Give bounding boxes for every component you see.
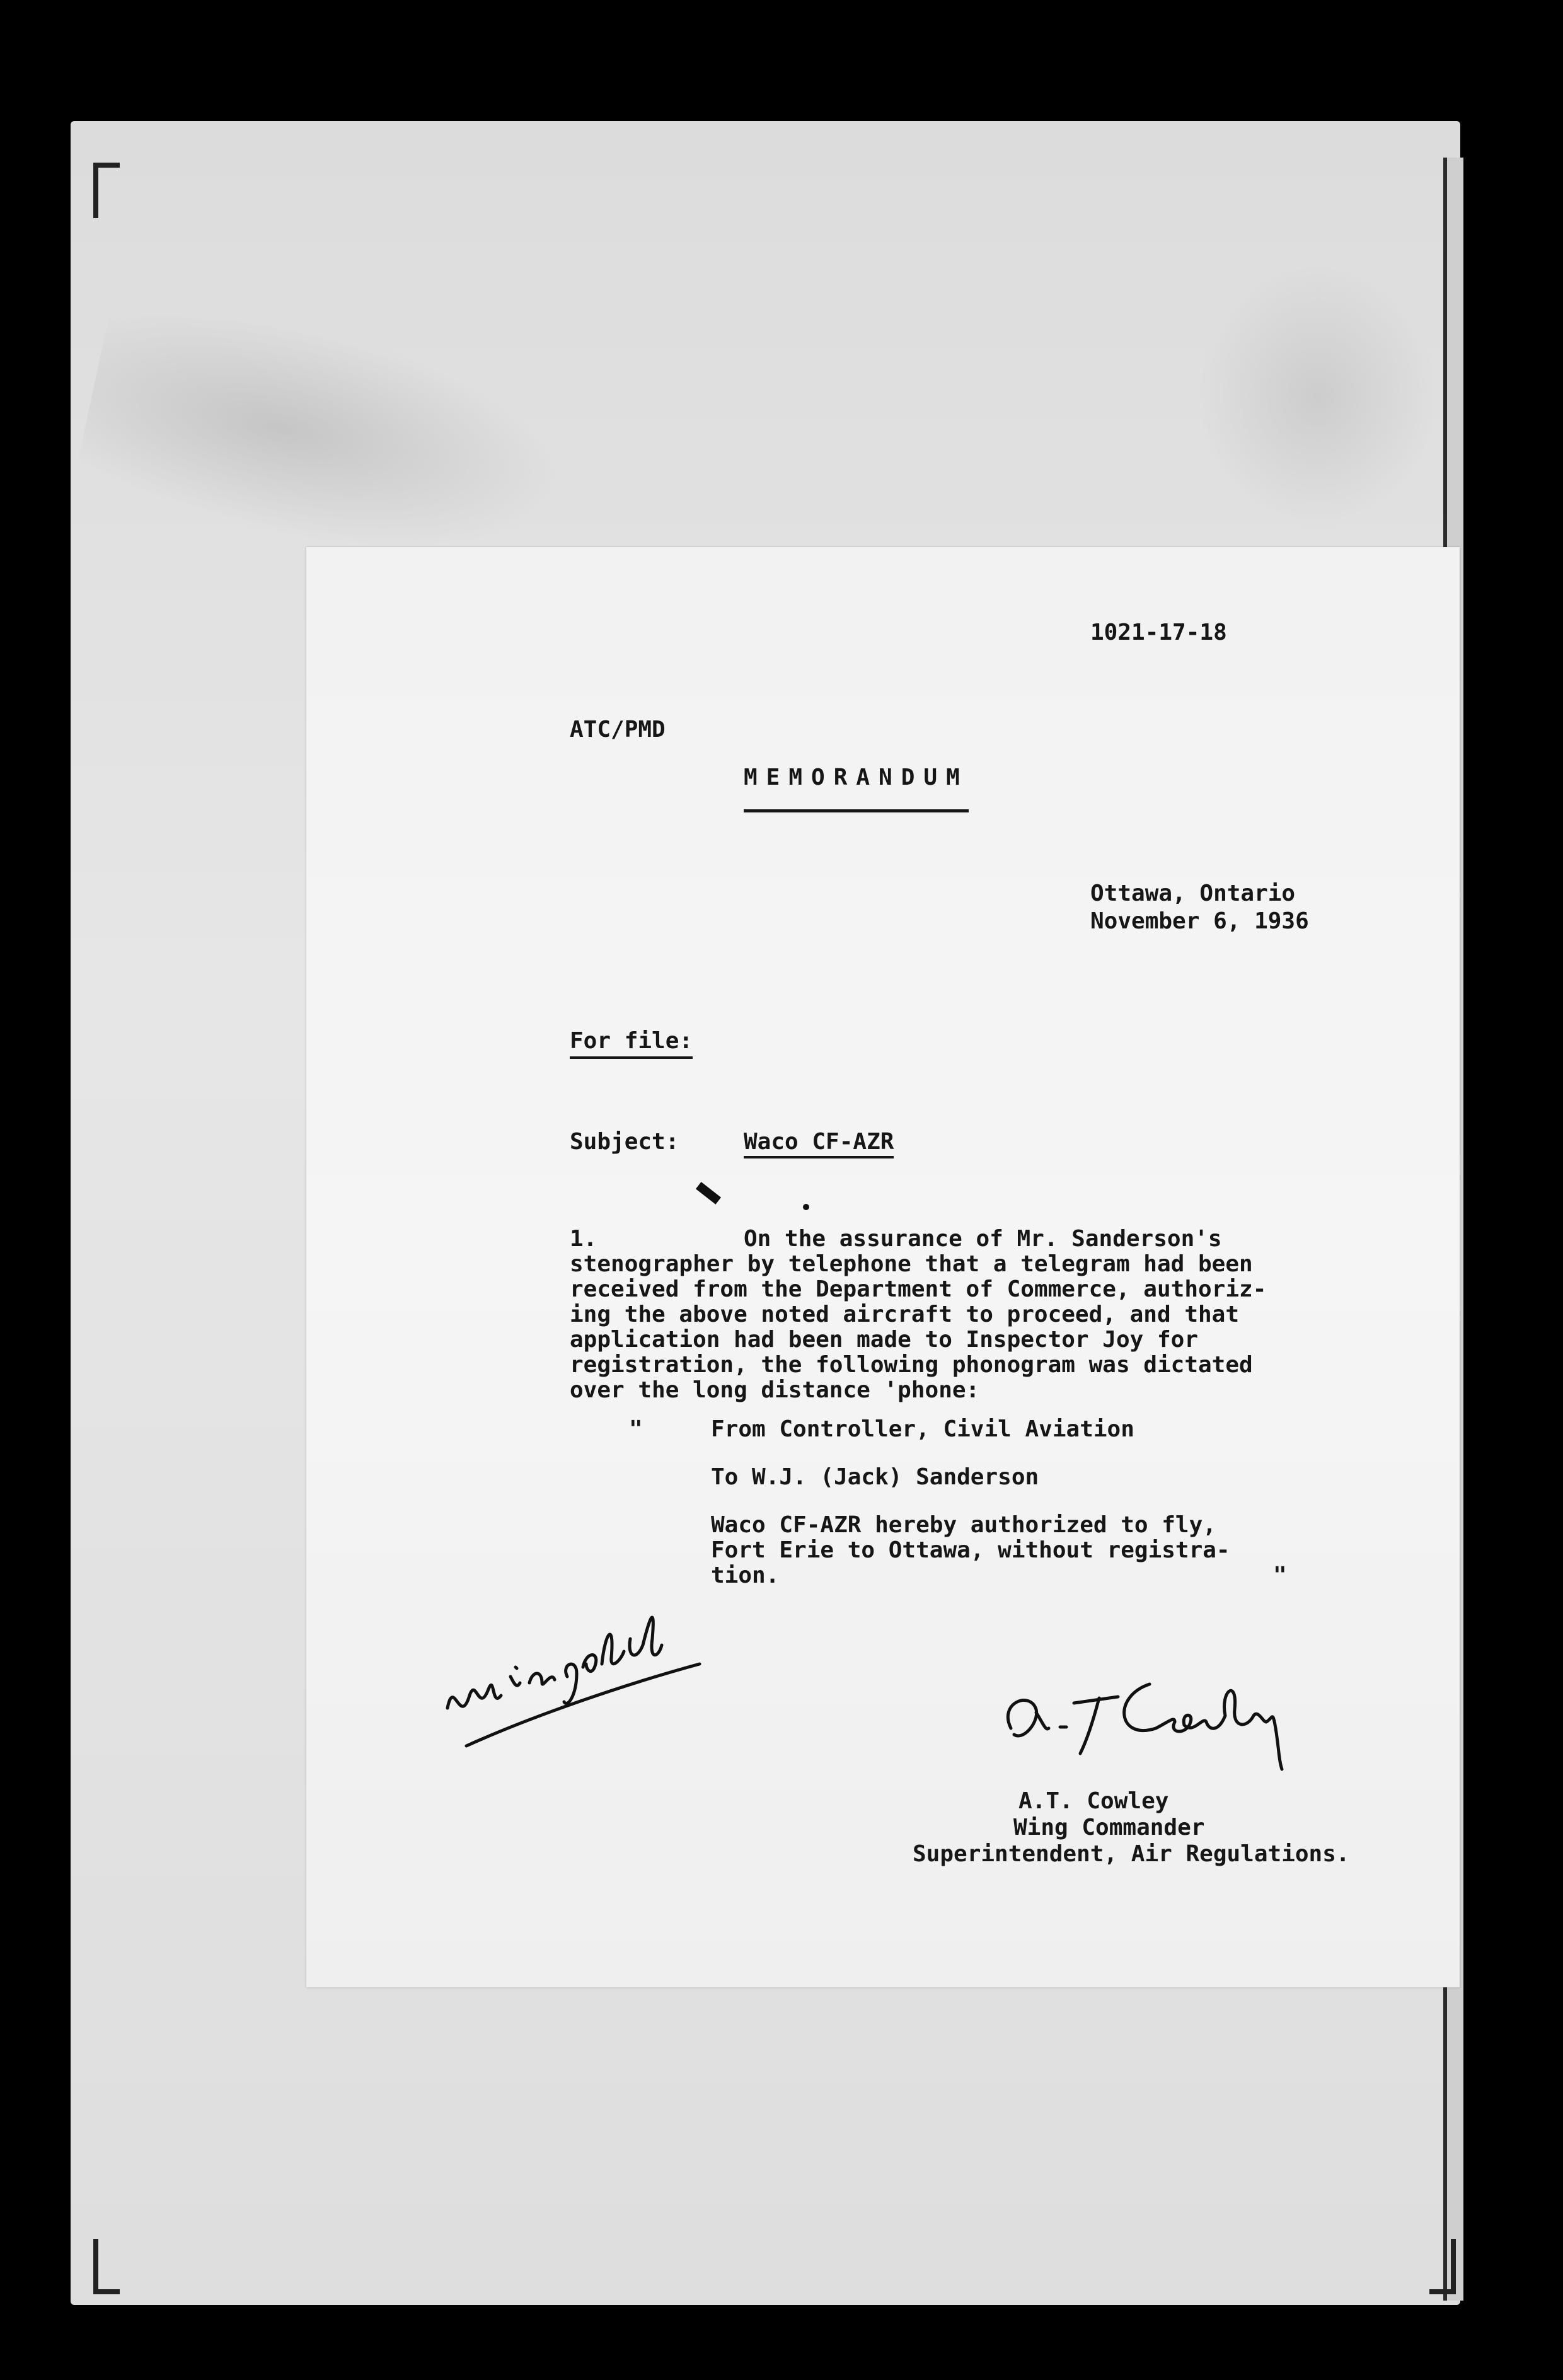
- memorandum-sheet: [306, 547, 1460, 1987]
- memo-title: MEMORANDUM: [744, 765, 969, 812]
- handwritten-note: [441, 1551, 706, 1759]
- phonogram-to: To W.J. (Jack) Sanderson: [711, 1464, 1039, 1490]
- for-file-label: For file:: [570, 1029, 693, 1059]
- phonogram-from: From Controller, Civil Aviation: [711, 1416, 1134, 1442]
- signer-rank: Wing Commander: [1013, 1815, 1205, 1840]
- memo-date: November 6, 1936: [1090, 908, 1309, 934]
- memo-place: Ottawa, Ontario: [1090, 881, 1296, 906]
- paragraph-number: 1.: [570, 1226, 597, 1252]
- paragraph-text: On the assurance of Mr. Sanderson's stenographer by telephone that a telegram had been received from the Department of Commerce, authoriz- ing the above noted aircraft to proceed, and that application had been made to Inspector Joy for registration, the following phonogram was dictated over the long distance 'phone:: [570, 1226, 1267, 1403]
- handwritten-signature: [986, 1653, 1313, 1779]
- ink-dot: [803, 1204, 809, 1210]
- reference-code: ATC/PMD: [570, 717, 666, 742]
- phonogram-close-quote: ": [1273, 1563, 1287, 1588]
- crop-mark-bottom-left: [93, 2239, 120, 2294]
- phonogram-open-quote: ": [629, 1416, 643, 1442]
- paper-stain-right: [1197, 265, 1437, 529]
- paragraph-body: [570, 1227, 1266, 1403]
- file-number: 1021-17-18: [1090, 620, 1227, 645]
- ink-mark: [696, 1182, 721, 1204]
- signer-name: A.T. Cowley: [1018, 1788, 1169, 1814]
- crop-mark-top-left: [93, 163, 120, 218]
- signer-title: Superintendent, Air Regulations.: [913, 1841, 1350, 1867]
- subject-value: Waco CF-AZR: [744, 1129, 894, 1158]
- phonogram-message: Waco CF-AZR hereby authorized to fly, Fort Erie to Ottawa, without registra- tion.: [711, 1512, 1230, 1588]
- subject-label: Subject:: [570, 1129, 679, 1155]
- crop-mark-bottom-right: [1429, 2239, 1456, 2294]
